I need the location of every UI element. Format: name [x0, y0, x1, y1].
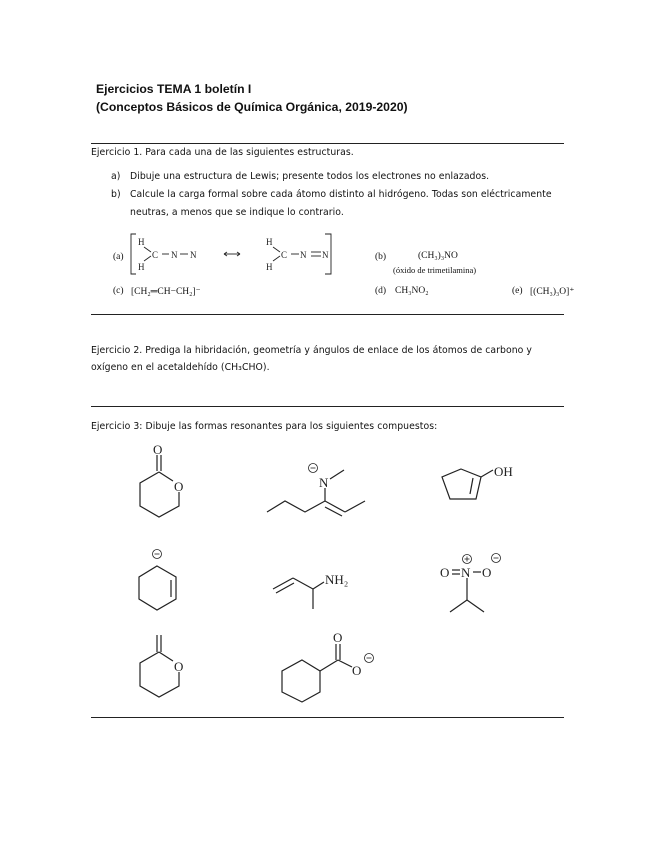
atom-n: N: [461, 565, 471, 580]
ex1-item-a-marker: a): [111, 171, 121, 182]
ex2-line2: oxígeno en el acetaldehído (CH₃CHO).: [91, 362, 270, 373]
amide-anion-molecule-drawing: [262, 458, 372, 520]
struct-c-label: (c): [113, 286, 124, 296]
atom-h: H: [138, 237, 145, 247]
divider: [91, 143, 564, 144]
atom-o: O: [153, 442, 163, 457]
ex1-item-b-marker: b): [111, 189, 121, 200]
atom-nh2: NH₂: [325, 572, 349, 587]
enamine-molecule-drawing: [268, 564, 368, 612]
struct-d-formula: CH₃NO₂: [395, 286, 429, 296]
atom-c: C: [281, 250, 288, 260]
ex1-item-b-text-line2: neutras, a menos que se indique lo contrario.: [130, 207, 344, 218]
atom-h: H: [266, 262, 273, 272]
struct-e-formula: [(CH₃)₃O]⁺: [530, 287, 575, 297]
diazomethane-resonance-drawing: [128, 230, 343, 278]
divider: [91, 717, 564, 718]
cyclohexanecarboxylate-molecule-drawing: [276, 628, 386, 708]
atom-o: O: [352, 663, 362, 678]
atom-o: O: [440, 565, 450, 580]
atom-n: N: [300, 250, 307, 260]
atom-n: N: [190, 250, 197, 260]
struct-d-label: (d): [375, 286, 387, 296]
ex1-item-a-text: Dibuje una estructura de Lewis; presente todos los electrones no enlazados.: [130, 171, 490, 182]
cyclohexenyl-anion-molecule-drawing: [132, 546, 192, 612]
atom-c: C: [152, 250, 159, 260]
lactone-molecule-drawing: [130, 440, 200, 530]
atom-o: O: [174, 659, 184, 674]
ex3-heading: Ejercicio 3: Dibuje las formas resonantes para los siguientes compuestos:: [91, 421, 438, 432]
struct-b-label: (b): [375, 252, 387, 262]
atom-o: O: [333, 630, 343, 645]
ex1-item-b-text-line1: Calcule la carga formal sobre cada átomo distinto al hidrógeno. Todas son eléctricamente: [130, 189, 552, 200]
methylene-oxane-molecule-drawing: [130, 630, 200, 710]
atom-h: H: [138, 262, 145, 272]
struct-b-formula: (CH₃)₃NO: [418, 251, 458, 261]
struct-e-label: (e): [512, 286, 523, 296]
atom-n: N: [319, 475, 329, 490]
ex2-line1: Ejercicio 2. Prediga la hibridación, geometría y ángulos de enlace de los átomos de carbono y: [91, 345, 532, 356]
struct-b-name: (óxido de trimetilamina): [393, 265, 477, 275]
atom-oh: OH: [494, 464, 513, 479]
document-title-line1: Ejercicios TEMA 1 boletín I: [96, 82, 252, 96]
divider: [91, 406, 564, 407]
atom-o: O: [482, 565, 492, 580]
struct-c-formula: [CH₂═CH−CH₂]⁻: [131, 287, 201, 297]
document-title-line2: (Conceptos Básicos de Química Orgánica, 2019-2020): [96, 100, 408, 114]
ex1-heading: Ejercicio 1. Para cada una de las siguientes estructuras.: [91, 147, 354, 158]
nitropropane-molecule-drawing: [438, 548, 508, 618]
divider: [91, 314, 564, 315]
cyclopentenol-molecule-drawing: [436, 458, 526, 508]
struct-a-label: (a): [113, 252, 124, 262]
atom-n: N: [322, 250, 329, 260]
atom-h: H: [266, 237, 273, 247]
atom-n: N: [171, 250, 178, 260]
atom-o: O: [174, 479, 184, 494]
